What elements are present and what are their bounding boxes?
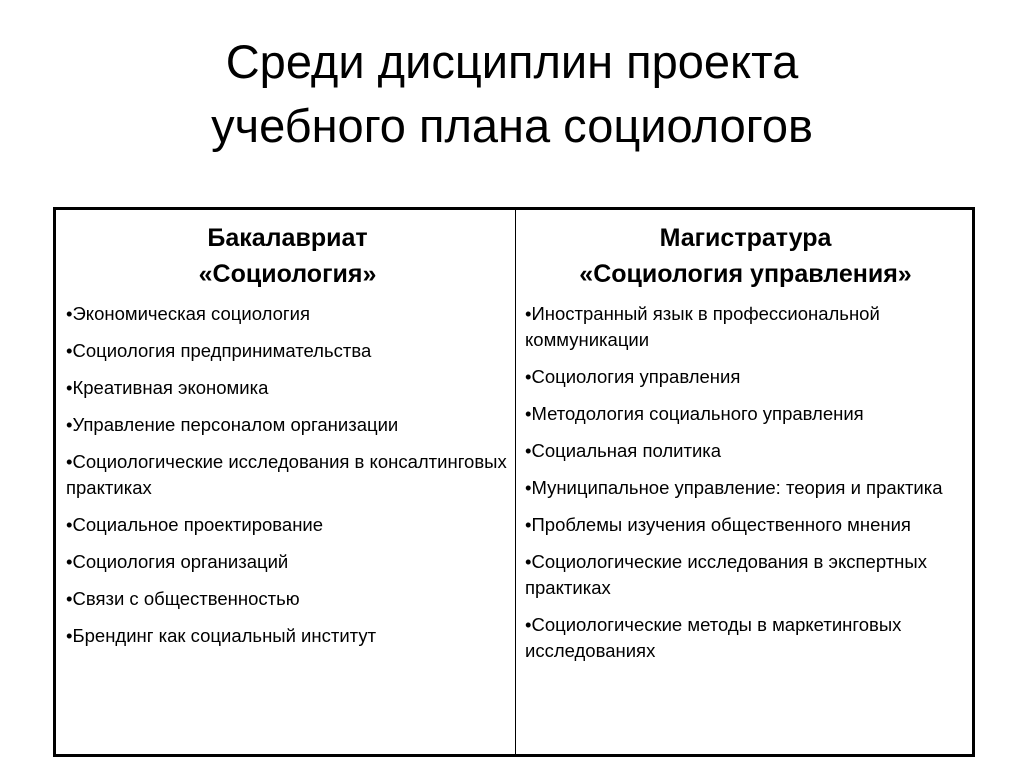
list-item: •Креативная экономика [66,377,269,398]
curriculum-table [53,207,975,757]
list-item: •Связи с общественностью [66,588,300,609]
bachelor-discipline-list [66,301,509,649]
list-item: •Проблемы изучения общественного мнения [525,514,911,535]
list-item: •Методология социального управления [525,403,864,424]
list-item: •Иностранный язык в профессиональной коммуникации [525,303,880,350]
list-item: •Экономическая социология [66,303,310,324]
slide-title-line-2: учебного плана социологов [211,99,813,152]
list-item: •Социальное проектирование [66,514,324,535]
list-item: •Социальная политика [525,440,722,461]
bachelor-column [56,210,516,754]
list-item: •Социологические исследования в экспертных практиках [525,551,927,598]
list-item: •Управление персоналом организации [66,414,399,435]
master-heading-line-2: «Социология управления» [579,260,912,288]
list-item: •Брендинг как социальный институт [66,625,377,646]
master-heading [525,220,966,292]
list-item: •Социология управления [525,366,741,387]
master-heading-line-1: Магистратура [659,224,832,252]
list-item: •Муниципальное управление: теория и практика [525,477,943,498]
master-discipline-list [525,301,966,664]
bachelor-heading [66,220,509,292]
master-column [516,210,972,754]
bachelor-heading-line-2: «Социология» [198,260,377,288]
list-item: •Социологические методы в маркетинговых исследованиях [525,614,902,661]
list-item: •Социология организаций [66,551,289,572]
bachelor-heading-line-1: Бакалавриат [207,224,368,252]
slide-title-line-1: Среди дисциплин проекта [225,35,799,88]
list-item: •Социология предпринимательства [66,340,372,361]
list-item: •Социологические исследования в консалтинговых практиках [66,451,507,498]
slide-title [0,30,1024,158]
